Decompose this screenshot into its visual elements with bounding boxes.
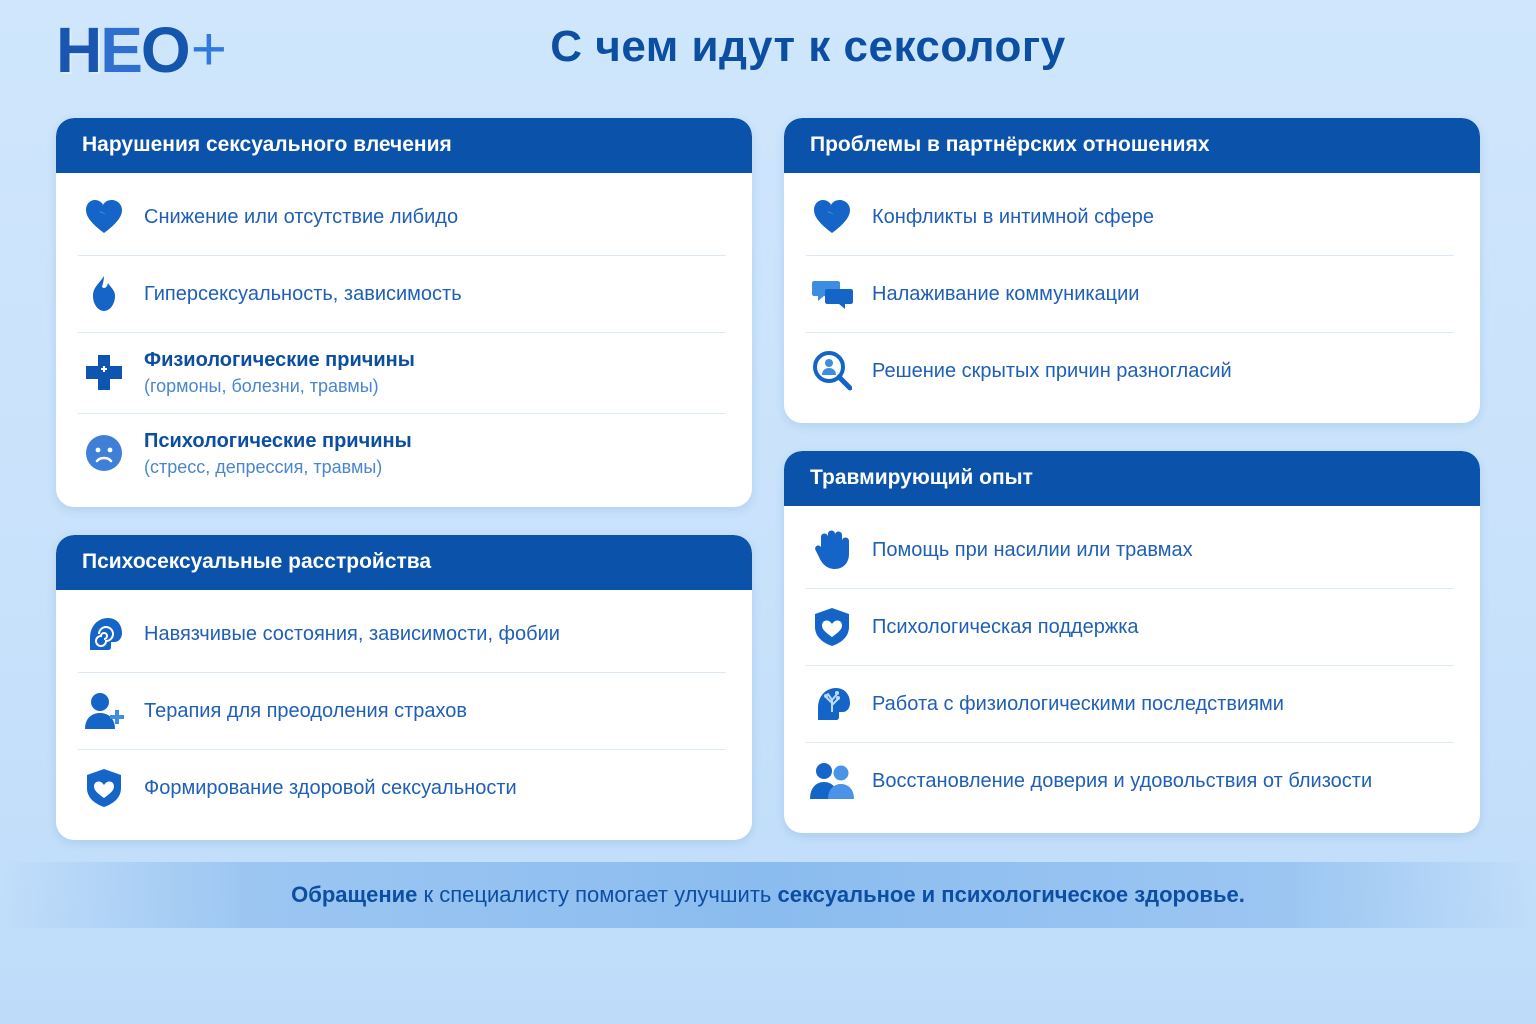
list-item <box>806 256 1454 333</box>
list-item-label: Конфликты в интимной сфере <box>872 205 1154 228</box>
list-item-label: Восстановление доверия и удовольствия от близости <box>872 769 1373 792</box>
list-item-label <box>144 429 412 479</box>
shield-heart-icon <box>808 604 856 650</box>
list-item <box>78 596 726 673</box>
couple-hug-icon <box>808 758 856 804</box>
list-item-label: Снижение или отсутствие либидо <box>144 205 459 228</box>
stop-hand-icon <box>808 527 856 573</box>
list-item-label: Работа с физиологическими последствиями <box>872 692 1284 715</box>
left-column <box>56 118 752 840</box>
page-header <box>0 0 1536 110</box>
list-item <box>78 333 726 414</box>
person-plus-icon <box>80 688 128 734</box>
list-item <box>806 666 1454 743</box>
list-item-label: Терапия для преодоления страхов <box>144 699 468 722</box>
card-psychosexual-disorders <box>56 535 752 840</box>
page-title: С чем идут к сексологу <box>550 22 1066 71</box>
medical-cross-icon <box>80 350 128 396</box>
list-item-subtitle: (стресс, депрессия, травмы) <box>144 456 383 477</box>
content-columns <box>0 118 1536 840</box>
chat-bubbles-icon <box>808 271 856 317</box>
list-item-label: Психологическая поддержка <box>872 615 1139 638</box>
brand-logo-letter-1: H <box>56 14 101 86</box>
brand-logo-letter-3: O <box>140 14 189 86</box>
card-title: Проблемы в партнёрских отношениях <box>784 118 1480 173</box>
list-item <box>806 333 1454 409</box>
footer-lead: Обращение <box>291 882 418 907</box>
head-spiral-icon <box>80 611 128 657</box>
card-traumatic-experience <box>784 451 1480 833</box>
list-item <box>806 743 1454 819</box>
sad-face-icon <box>80 430 128 476</box>
card-body <box>56 173 752 507</box>
list-item-label: Навязчивые состояния, зависимости, фобии <box>144 622 560 645</box>
card-body <box>784 506 1480 833</box>
magnifier-person-icon <box>808 348 856 394</box>
list-item-label: Налаживание коммуникации <box>872 282 1140 305</box>
broken-heart-icon <box>80 194 128 240</box>
list-item-label: Решение скрытых причин разногласий <box>872 359 1232 382</box>
list-item <box>78 414 726 494</box>
list-item-title: Физиологические причины <box>144 349 415 371</box>
head-tree-icon <box>808 681 856 727</box>
shield-heart-icon <box>80 765 128 811</box>
list-item <box>78 179 726 256</box>
right-column <box>784 118 1480 840</box>
card-partner-relationship-problems <box>784 118 1480 423</box>
list-item <box>806 512 1454 589</box>
card-title: Нарушения сексуального влечения <box>56 118 752 173</box>
list-item-label: Формирование здоровой сексуальности <box>144 776 517 799</box>
footer-middle: к специалисту помогает улучшить <box>417 882 778 907</box>
card-body <box>56 590 752 840</box>
footer-tail: сексуальное и психологическое здоровье. <box>777 882 1245 907</box>
list-item <box>78 256 726 333</box>
brand-logo-plus: + <box>190 15 225 84</box>
list-item <box>806 179 1454 256</box>
list-item-label: Помощь при насилии или травмах <box>872 538 1193 561</box>
footer-banner <box>0 862 1536 928</box>
list-item <box>78 750 726 826</box>
flame-icon <box>80 271 128 317</box>
list-item <box>78 673 726 750</box>
list-item-subtitle: (гормоны, болезни, травмы) <box>144 376 379 396</box>
list-item-label <box>144 348 415 398</box>
list-item-title: Психологические причины <box>144 429 412 452</box>
card-title: Травмирующий опыт <box>784 451 1480 506</box>
footer-text <box>291 882 1245 908</box>
broken-heart-icon <box>808 194 856 240</box>
list-item-label: Гиперсексуальность, зависимость <box>144 282 462 305</box>
brand-logo-letter-2: E <box>100 14 141 86</box>
card-body <box>784 173 1480 423</box>
card-title: Психосексуальные расстройства <box>56 535 752 590</box>
list-item <box>806 589 1454 666</box>
card-sexual-desire-disorders <box>56 118 752 507</box>
